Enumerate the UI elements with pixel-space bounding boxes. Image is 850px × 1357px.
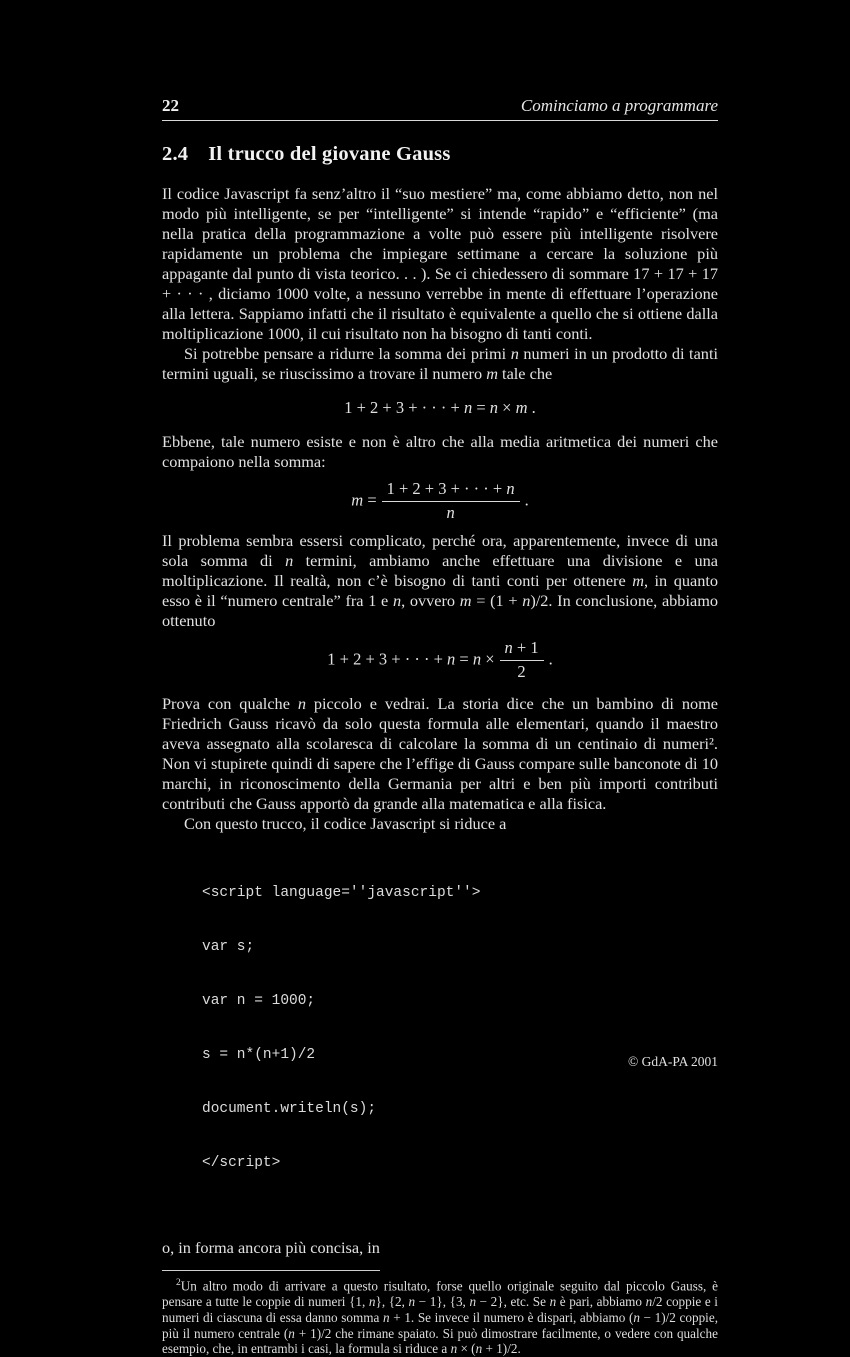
formula-gauss — [162, 639, 718, 682]
footnote-rule — [162, 1270, 380, 1271]
section-title: Il trucco del giovane Gauss — [208, 143, 451, 165]
section-number: 2.4 — [162, 143, 189, 165]
paragraph-mean: Ebbene, tale numero esiste e non è altro che alla media aritmetica dei numeri che compaiono nella somma: — [162, 432, 718, 471]
footnote-text: Un altro modo di arrivare a questo risultato, forse quello originale seguito dal piccolo Gauss, è pensare a tutte le coppie di numeri {1, n}, {2, n − 1}, {3, n − 2}, etc. Se n è pari, abbiamo n/2 coppie e i numeri di ciascuna di essa danno somma n + 1. Se invece il numero è dispari, abbiamo (n − 1)/2 coppie, più il numero centrale (n + 1)/2 che rimane spaiato. Si può dimostrare facilmente, o vedere con qualche esempio, che, in entrambi i casi, la formula si riduce a n × (n + 1)/2. — [162, 1278, 718, 1357]
formula-lhs: 1 + 2 + 3 + · · · + n = n × — [327, 649, 495, 669]
formula-sum-equals-nm: 1 + 2 + 3 + · · · + n = n × m . — [344, 398, 536, 417]
page-footer — [162, 1054, 718, 1070]
copyright-notice: © GdA-PA 2001 — [627, 1054, 718, 1069]
fraction — [500, 639, 544, 682]
fraction-numerator: 1 + 2 + 3 + · · · + n — [382, 480, 520, 502]
code-line: document.writeln(s); — [202, 1100, 377, 1117]
footnote — [162, 1276, 718, 1357]
formula-suffix: . — [548, 649, 553, 669]
section-heading — [162, 143, 718, 166]
fraction — [382, 480, 520, 523]
paragraph-sum-product: Si potrebbe pensare a ridurre la somma dei primi n numeri in un prodotto di tanti termini uguali, se riuscissimo a trovare il numero m tale che — [162, 344, 718, 383]
code-line: var s; — [202, 938, 255, 955]
paragraph-code-intro: Con questo trucco, il codice Javascript si riduce a — [184, 813, 507, 833]
page-number: 22 — [162, 96, 179, 115]
text-column — [162, 96, 718, 1357]
code-line: </script> — [202, 1154, 281, 1171]
code-line: s = n*(n+1)/2 — [202, 1046, 316, 1063]
code-line: <script language=''javascript''> — [202, 884, 481, 901]
running-title: Cominciamo a programmare — [520, 96, 718, 115]
footnote-marker: 2 — [176, 1277, 181, 1288]
formula-suffix: . — [524, 490, 529, 510]
fraction-denominator: n — [446, 502, 455, 522]
formula-lhs: m = — [351, 490, 377, 510]
javascript-code-block — [202, 848, 718, 1208]
paragraph-central-number: Il problema sembra essersi complicato, perché ora, apparentemente, invece di una sola somma di n termini, ambiamo anche effettuare una divisione e una moltiplicazione. Il realtà, non c’è bisogno di tanti conti per ottenere m, in quanto esso è il “numero centrale” fra 1 e n, ovvero m = (1 + n)/2. In conclusione, abbiamo ottenuto — [162, 530, 719, 630]
formula-mean-fraction — [162, 480, 718, 523]
paragraph-concise-intro: o, in forma ancora più concisa, in — [162, 1237, 380, 1257]
footnote-area — [162, 1270, 718, 1357]
paragraph-gauss-story: Prova con qualche n piccolo e vedrai. La storia dice che un bambino di nome Friedrich Gauss ricavò da solo questa formula alle elementari, quando il maestro aveva assegnato alla scolaresca di calcolare la somma di un centinaio di numeri². Non vi stupirete quindi di sapere che l’effige di Gauss compare sulle banconote di 10 marchi, in riconoscimento della Germania per altri e ben più importi contributi contributi che Gauss apportò da grande alla matematica e alla fisica. — [162, 693, 718, 813]
paragraph-intro: Il codice Javascript fa senz’altro il “suo mestiere” ma, come abbiamo detto, non nel modo più intelligente, se per “intelligente” si intende “rapido” e “efficiente” (ma nella pratica della programmazione a volte può essere più intelligente risolvere rapidamente un problema che impiegare settimane a cercare la soluzione più appagante dal punto di vista teorico. . . ). Se ci chiedessero di sommare 17 + 17 + 17 + · · · , diciamo 1000 volte, a nessuno verrebbe in mente di effettuare l’operazione alla lettera. Sappiamo infatti che il risultato è equivalente a quello che si ottiene dalla moltiplicazione 1000, il cui risultato non ha bisogno di tanti conti. — [162, 184, 718, 343]
code-line: var n = 1000; — [202, 992, 316, 1009]
running-header — [162, 96, 718, 121]
fraction-numerator: n + 1 — [500, 639, 544, 661]
fraction-denominator: 2 — [517, 661, 526, 681]
